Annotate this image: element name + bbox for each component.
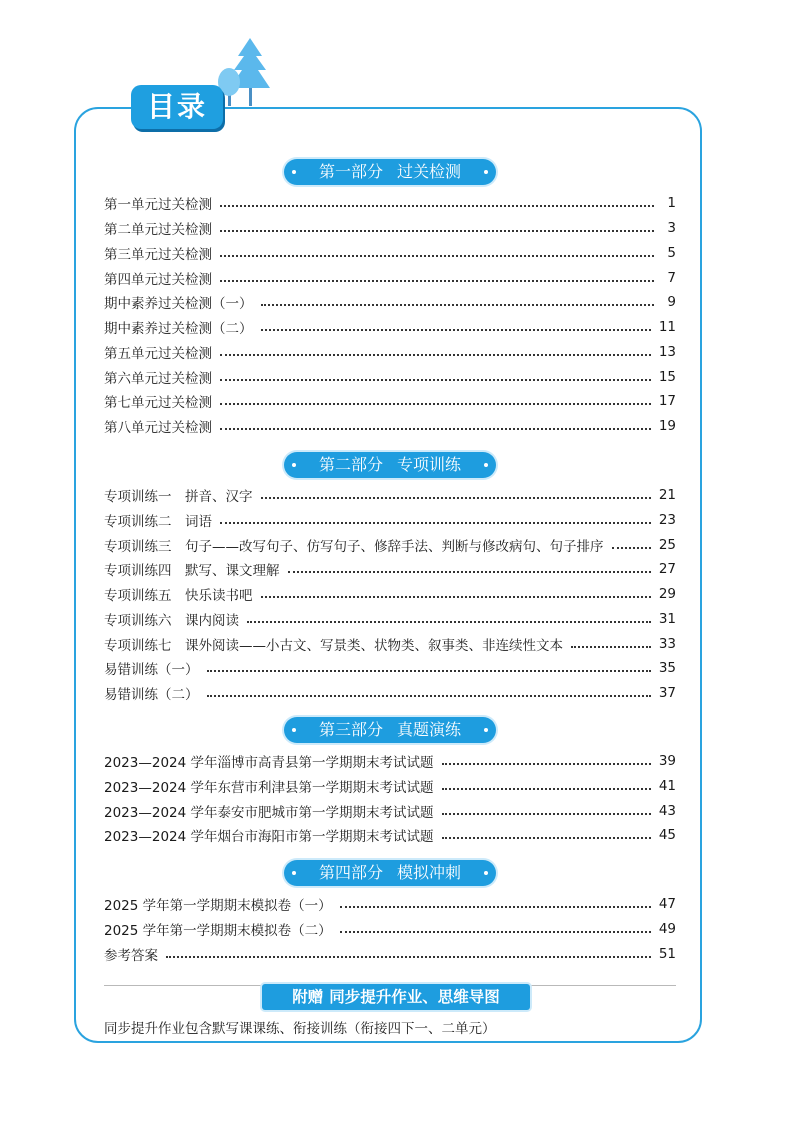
leader-dots xyxy=(220,255,654,257)
leader-dots xyxy=(220,280,654,282)
section-label: 第三部分 xyxy=(318,720,383,739)
toc-item-label: 专项训练二 词语 xyxy=(104,514,212,530)
toc-item[interactable] xyxy=(104,683,676,703)
toc-item-label: 专项训练五 快乐读书吧 xyxy=(104,588,253,604)
page-title: 目录 xyxy=(131,85,223,129)
section-label: 第四部分 xyxy=(318,863,383,882)
toc-item-page: 27 xyxy=(658,561,676,577)
toc-item-page: 51 xyxy=(658,946,676,962)
toc-item[interactable] xyxy=(104,609,676,629)
toc-item[interactable] xyxy=(104,510,676,530)
toc-item-label: 第六单元过关检测 xyxy=(104,371,212,387)
toc-item-page: 17 xyxy=(658,393,676,409)
toc-item[interactable] xyxy=(104,559,676,579)
toc-item[interactable] xyxy=(104,218,676,238)
toc-item[interactable] xyxy=(104,801,676,821)
leader-dots xyxy=(166,956,651,958)
toc-item-page: 31 xyxy=(658,611,676,627)
leader-dots xyxy=(288,571,651,573)
leader-dots xyxy=(442,813,651,815)
section-label: 第二部分 xyxy=(318,455,383,474)
leader-dots xyxy=(261,596,651,598)
toc-item-page: 15 xyxy=(658,369,676,385)
toc-item-page: 9 xyxy=(667,294,676,310)
leader-dots xyxy=(220,403,651,405)
toc-item-page: 21 xyxy=(658,487,676,503)
leader-dots xyxy=(442,788,651,790)
section-header-1 xyxy=(284,159,496,185)
toc-item-page: 3 xyxy=(667,220,676,236)
toc-item-label: 专项训练六 课内阅读 xyxy=(104,613,239,629)
leader-dots xyxy=(220,230,654,232)
toc-item-page: 47 xyxy=(658,896,676,912)
toc-item[interactable] xyxy=(104,894,676,914)
toc-item-page: 41 xyxy=(658,778,676,794)
toc-item-label: 第五单元过关检测 xyxy=(104,346,212,362)
toc-item-label: 参考答案 xyxy=(104,948,158,964)
toc-item-label: 第四单元过关检测 xyxy=(104,272,212,288)
toc-item-label: 专项训练七 课外阅读——小古文、写景类、状物类、叙事类、非连续性文本 xyxy=(104,638,563,654)
leader-dots xyxy=(612,547,651,549)
toc-item-label: 2023—2024 学年泰安市肥城市第一学期期末考试试题 xyxy=(104,805,434,821)
toc-item-label: 专项训练三 句子——改写句子、仿写句子、修辞手法、判断与修改病句、句子排序 xyxy=(104,539,604,555)
toc-item[interactable] xyxy=(104,825,676,845)
toc-item[interactable] xyxy=(104,658,676,678)
toc-item[interactable] xyxy=(104,391,676,411)
leader-dots xyxy=(261,304,655,306)
toc-item-label: 易错训练（二） xyxy=(104,687,199,703)
leader-dots xyxy=(247,621,651,623)
toc-item-page: 7 xyxy=(667,270,676,286)
toc-item-page: 49 xyxy=(658,921,676,937)
toc-item-page: 11 xyxy=(658,319,676,335)
leader-dots xyxy=(261,329,651,331)
leader-dots xyxy=(340,931,651,933)
leader-dots xyxy=(442,763,651,765)
toc-item-label: 第二单元过关检测 xyxy=(104,222,212,238)
toc-item[interactable] xyxy=(104,751,676,771)
leader-dots xyxy=(220,379,651,381)
dot-icon xyxy=(292,728,296,732)
section-header-2 xyxy=(284,452,496,478)
bonus-label: 附赠 xyxy=(292,988,324,1006)
toc-item-label: 专项训练四 默写、课文理解 xyxy=(104,563,280,579)
section-name: 模拟冲刺 xyxy=(397,863,462,882)
leader-dots xyxy=(220,428,651,430)
bonus-name: 同步提升作业、思维导图 xyxy=(329,988,500,1006)
dot-icon xyxy=(484,728,488,732)
dot-icon xyxy=(292,170,296,174)
toc-item-page: 5 xyxy=(667,245,676,261)
toc-item-label: 期中素养过关检测（一） xyxy=(104,296,253,312)
toc-item[interactable] xyxy=(104,317,676,337)
toc-item-label: 第一单元过关检测 xyxy=(104,197,212,213)
section-label: 第一部分 xyxy=(318,162,383,181)
toc-item[interactable] xyxy=(104,944,676,964)
toc-item[interactable] xyxy=(104,268,676,288)
toc-item-page: 45 xyxy=(658,827,676,843)
section-name: 专项训练 xyxy=(397,455,462,474)
leader-dots xyxy=(571,646,651,648)
leader-dots xyxy=(261,497,651,499)
toc-item-label: 第三单元过关检测 xyxy=(104,247,212,263)
toc-item-page: 25 xyxy=(658,537,676,553)
toc-item[interactable] xyxy=(104,292,676,312)
toc-item-page: 13 xyxy=(658,344,676,360)
toc-item-label: 第八单元过关检测 xyxy=(104,420,212,436)
bonus-header xyxy=(262,984,530,1010)
toc-item-page: 39 xyxy=(658,753,676,769)
toc-item-label: 专项训练一 拼音、汉字 xyxy=(104,489,253,505)
toc-item[interactable] xyxy=(104,342,676,362)
toc-item[interactable] xyxy=(104,485,676,505)
leader-dots xyxy=(340,906,651,908)
dot-icon xyxy=(292,871,296,875)
toc-item-label: 期中素养过关检测（二） xyxy=(104,321,253,337)
toc-item-label: 易错训练（一） xyxy=(104,662,199,678)
toc-item[interactable] xyxy=(104,416,676,436)
toc-item[interactable] xyxy=(104,535,676,555)
toc-item-page: 1 xyxy=(667,195,676,211)
toc-item-page: 37 xyxy=(658,685,676,701)
leader-dots xyxy=(207,670,651,672)
leader-dots xyxy=(220,205,654,207)
toc-item[interactable] xyxy=(104,919,676,939)
toc-item[interactable] xyxy=(104,584,676,604)
toc-item[interactable] xyxy=(104,367,676,387)
toc-item-page: 43 xyxy=(658,803,676,819)
toc-item[interactable] xyxy=(104,243,676,263)
dot-icon xyxy=(484,871,488,875)
toc-item-page: 35 xyxy=(658,660,676,676)
leader-dots xyxy=(442,837,651,839)
toc-item-label: 2023—2024 学年东营市利津县第一学期期末考试试题 xyxy=(104,780,434,796)
leader-dots xyxy=(207,695,651,697)
toc-item-page: 23 xyxy=(658,512,676,528)
toc-item[interactable] xyxy=(104,634,676,654)
leader-dots xyxy=(220,354,651,356)
toc-item-label: 2023—2024 学年淄博市高青县第一学期期末考试试题 xyxy=(104,755,434,771)
section-header-4 xyxy=(284,860,496,886)
toc-item-label: 2025 学年第一学期期末模拟卷（一） xyxy=(104,898,332,914)
toc-item-page: 29 xyxy=(658,586,676,602)
bonus-note: 同步提升作业包含默写课课练、衔接训练（衔接四下一、二单元） xyxy=(104,1021,496,1037)
toc-item-label: 2023—2024 学年烟台市海阳市第一学期期末考试试题 xyxy=(104,829,434,845)
section-header-3 xyxy=(284,717,496,743)
dot-icon xyxy=(484,463,488,467)
leader-dots xyxy=(220,522,651,524)
section-name: 真题演练 xyxy=(397,720,462,739)
toc-item-page: 33 xyxy=(658,636,676,652)
toc-item[interactable] xyxy=(104,193,676,213)
toc-item[interactable] xyxy=(104,776,676,796)
toc-item-label: 2025 学年第一学期期末模拟卷（二） xyxy=(104,923,332,939)
section-name: 过关检测 xyxy=(397,162,462,181)
toc-item-label: 第七单元过关检测 xyxy=(104,395,212,411)
toc-item-page: 19 xyxy=(658,418,676,434)
dot-icon xyxy=(484,170,488,174)
dot-icon xyxy=(292,463,296,467)
